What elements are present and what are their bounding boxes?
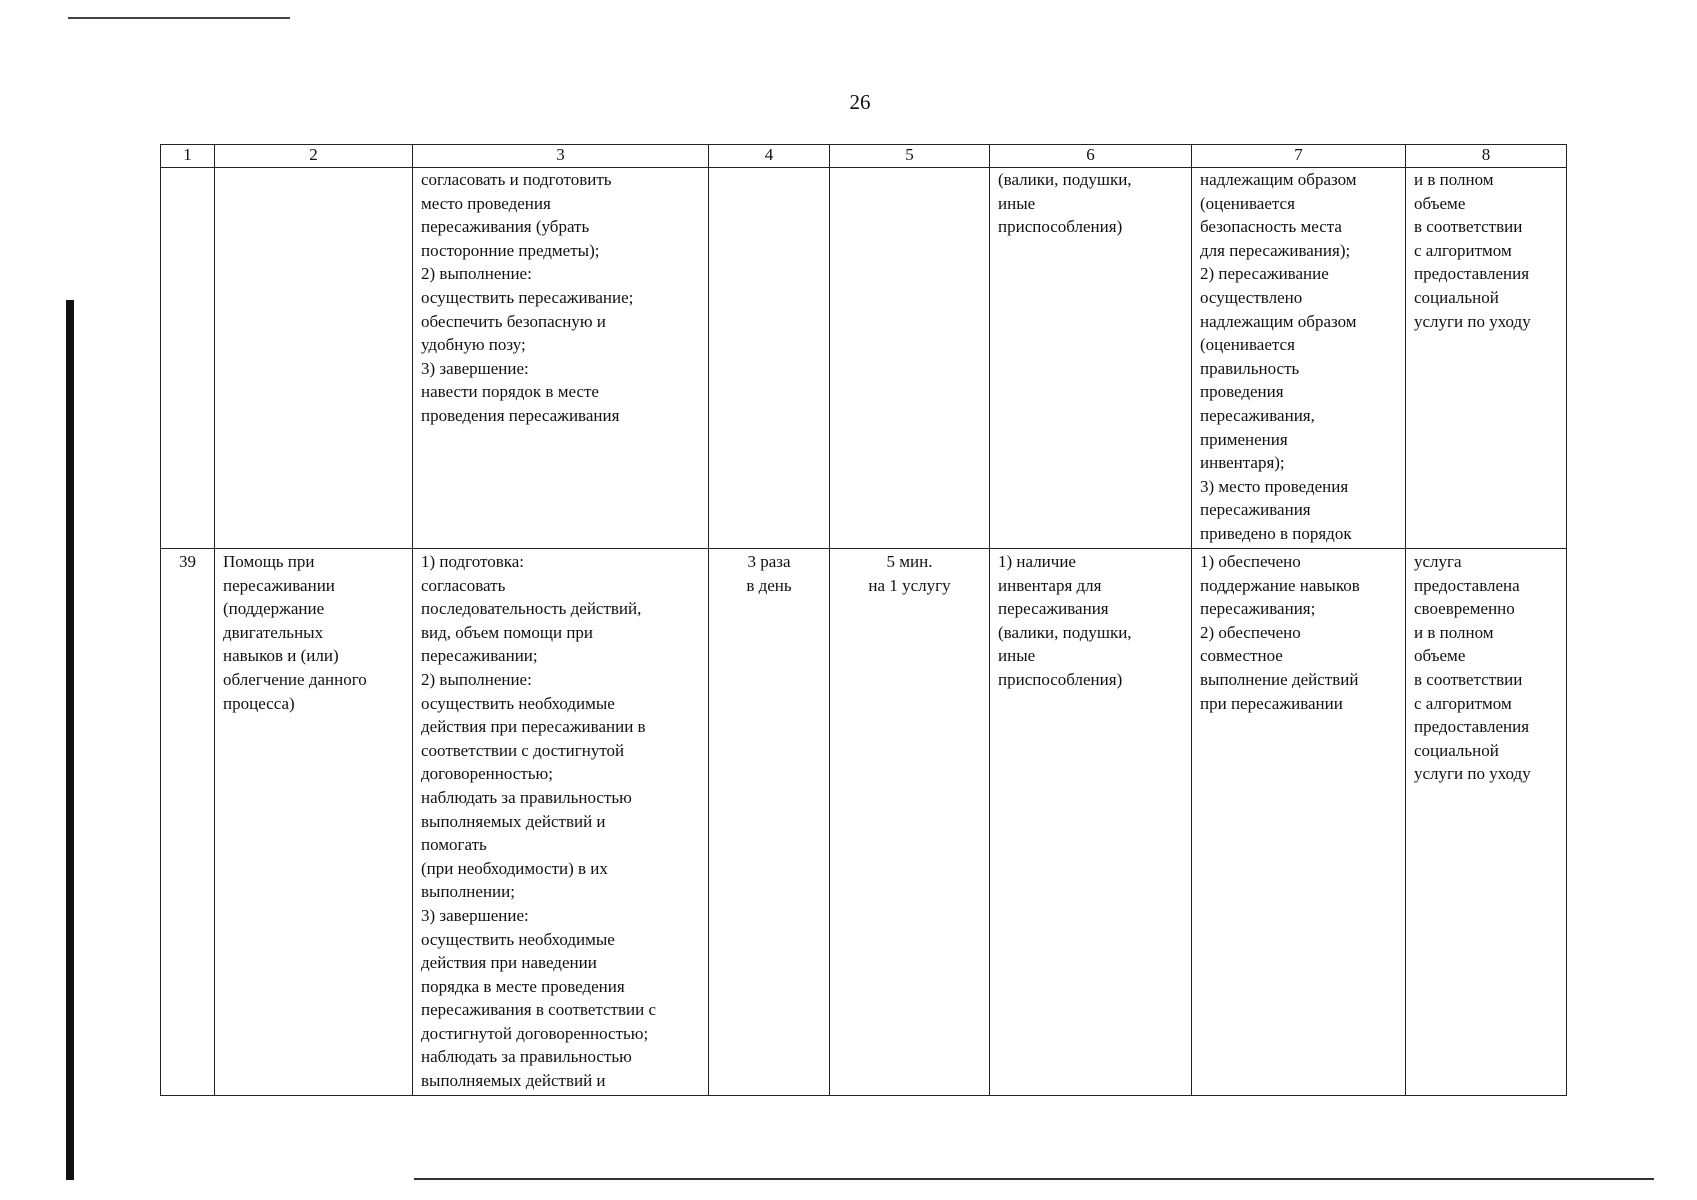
header-cell: 1	[161, 145, 215, 168]
table-row	[161, 549, 1567, 1096]
conditions-cell: (валики, подушки, иные приспособления)	[990, 168, 1192, 549]
table-header-row	[161, 145, 1567, 168]
indicators-cell: 1) обеспечено поддержание навыков пересаживания; 2) обеспечено совместное выполнение действий при пересаживании	[1192, 549, 1406, 1096]
header-cell: 2	[215, 145, 413, 168]
service-content-cell: согласовать и подготовить место проведения пересаживания (убрать посторонние предметы); 2) выполнение: осуществить пересаживание; обеспечить безопасную и удобную позу; 3) завершение: навести порядок в месте проведения пересаживания	[413, 168, 709, 549]
service-name-cell	[215, 168, 413, 549]
duration-cell	[830, 168, 990, 549]
header-cell: 6	[990, 145, 1192, 168]
header-cell: 5	[830, 145, 990, 168]
row-number-cell	[161, 168, 215, 549]
header-cell: 7	[1192, 145, 1406, 168]
evaluation-cell: услуга предоставлена своевременно и в полном объеме в соответствии с алгоритмом предоставления социальной услуги по уходу	[1406, 549, 1567, 1096]
duration-cell: 5 мин. на 1 услугу	[830, 549, 990, 1096]
service-content-cell: 1) подготовка: согласовать последовательность действий, вид, объем помощи при пересаживании; 2) выполнение: осуществить необходимые действия при пересаживании в соответствии с достигнутой договоренностью; наблюдать за правильностью выполняемых действий и помогать (при необходимости) в их выполнении; 3) завершение: осуществить необходимые действия при наведении порядка в месте проведения пересаживания в соответствии с достигнутой договоренностью; наблюдать за правильностью выполняемых действий и	[413, 549, 709, 1096]
indicators-cell: надлежащим образом (оценивается безопасность места для пересаживания); 2) пересаживание осуществлено надлежащим образом (оценивается правильность проведения пересаживания, применения инвентаря); 3) место проведения пересаживания приведено в порядок	[1192, 168, 1406, 549]
header-cell: 4	[709, 145, 830, 168]
page-number: 26	[849, 90, 871, 114]
scan-edge-left	[66, 300, 74, 1180]
header-cell: 8	[1406, 145, 1567, 168]
header-cell: 3	[413, 145, 709, 168]
scan-edge-bottom	[414, 1178, 1654, 1180]
services-table	[160, 144, 1567, 1096]
row-number-cell: 39	[161, 549, 215, 1096]
table-row	[161, 168, 1567, 549]
frequency-cell	[709, 168, 830, 549]
frequency-cell: 3 раза в день	[709, 549, 830, 1096]
conditions-cell: 1) наличие инвентаря для пересаживания (валики, подушки, иные приспособления)	[990, 549, 1192, 1096]
evaluation-cell: и в полном объеме в соответствии с алгоритмом предоставления социальной услуги по уходу	[1406, 168, 1567, 549]
scan-edge-top	[68, 17, 290, 19]
service-name-cell: Помощь при пересаживании (поддержание двигательных навыков и (или) облегчение данного процесса)	[215, 549, 413, 1096]
